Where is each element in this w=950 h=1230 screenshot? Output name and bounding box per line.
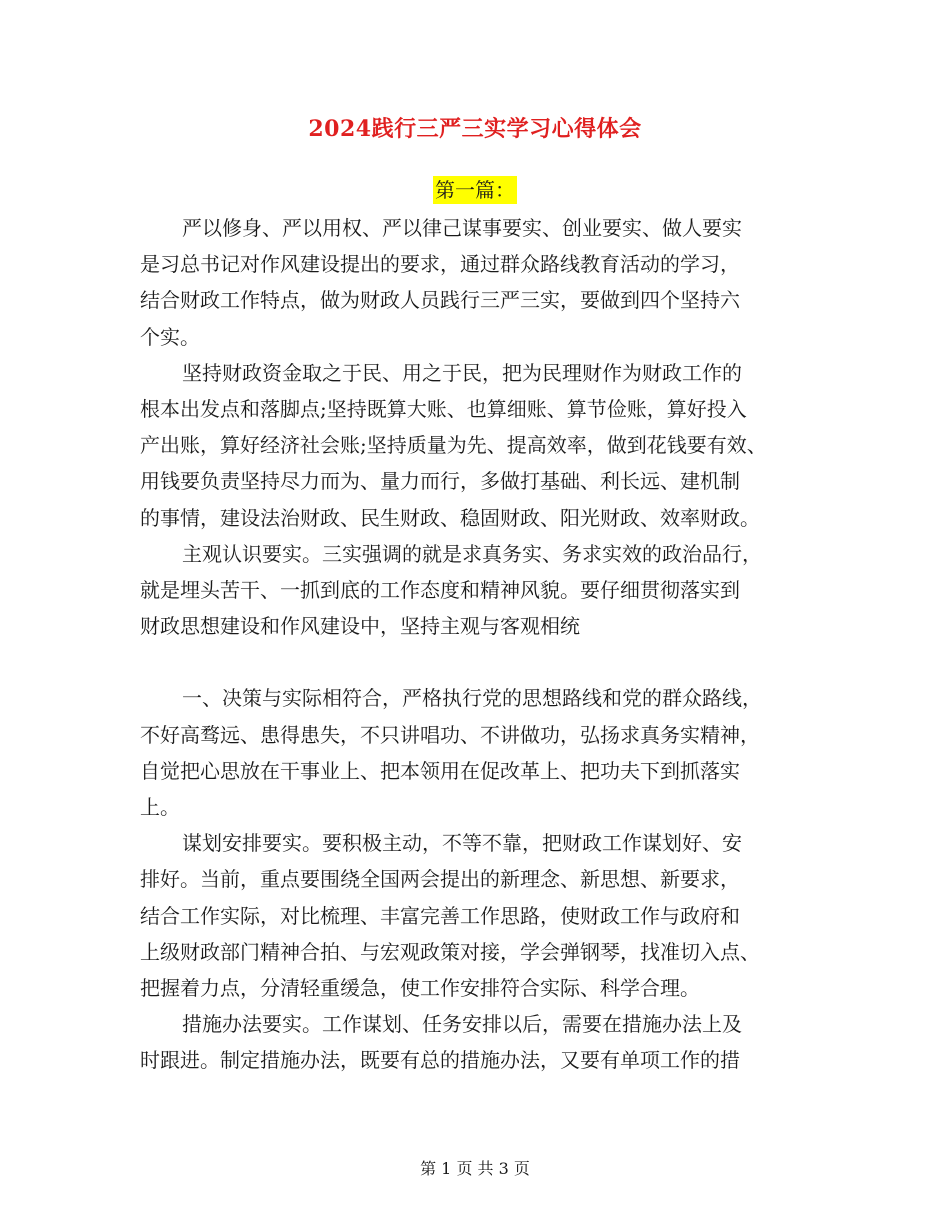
paragraph-line: 结合财政工作特点，做为财政人员践行三严三实，要做到四个坚持六: [140, 288, 740, 313]
paragraph-line: 主观认识要实。三实强调的就是求真务实、务求实效的政治品行，: [182, 541, 762, 566]
paragraph-gap: [140, 644, 820, 680]
paragraph-line: 的事情，建设法治财政、民生财政、稳固财政、阳光财政、效率财政。: [140, 505, 760, 530]
paragraph-line: 自觉把心思放在干事业上、把本领用在促改革上、把功夫下到抓落实: [140, 758, 740, 783]
paragraph-line: 严以修身、严以用权、严以律己谋事要实、创业要实、做人要实: [182, 216, 742, 240]
body-text: [140, 210, 820, 1079]
paragraph-line: 坚持财政资金取之于民、用之于民，把为民理财作为财政工作的: [182, 360, 742, 385]
section-label-row: [0, 176, 950, 204]
paragraph-line: 结合工作实际，对比梳理、丰富完善工作思路，使财政工作与政府和: [140, 903, 740, 928]
paragraph-line: 时跟进。制定措施办法，既要有总的措施办法，又要有单项工作的措: [140, 1048, 740, 1073]
paragraph-line: 排好。当前，重点要围绕全国两会提出的新理念、新思想、新要求，: [140, 867, 740, 892]
section-label: 第一篇：: [435, 178, 515, 202]
paragraph-line: 上。: [140, 795, 180, 819]
paragraph-line: 不好高骛远、患得患失，不只讲唱功、不讲做功，弘扬求真务实精神，: [140, 722, 760, 747]
paragraph-line: 是习总书记对作风建设提出的要求，通过群众路线教育活动的学习，: [140, 252, 740, 277]
paragraph-line: 上级财政部门精神合拍、与宏观政策对接，学会弹钢琴，找准切入点、: [140, 939, 760, 964]
document-title: 2024践行三严三实学习心得体会: [308, 116, 642, 142]
paragraph-line: 产出账，算好经济社会账;坚持质量为先、提高效率，做到花钱要有效、: [140, 433, 767, 458]
paragraph-line: 财政思想建设和作风建设中，坚持主观与客观相统: [140, 614, 580, 639]
paragraph-line: 用钱要负责坚持尽力而为、量力而行，多做打基础、利长远、建机制: [140, 469, 740, 494]
paragraph-line: 个实。: [140, 324, 200, 349]
paragraph-line: 就是埋头苦干、一抓到底的工作态度和精神风貌。要仔细贯彻落实到: [140, 577, 740, 602]
paragraph-line: 把握着力点，分清轻重缓急，使工作安排符合实际、科学合理。: [140, 975, 700, 1000]
page-footer: 第 1 页 共 3 页: [420, 1159, 530, 1178]
paragraph-line: 一、决策与实际相符合，严格执行党的思想路线和党的群众路线，: [182, 686, 762, 711]
paragraph-line: 根本出发点和落脚点;坚持既算大账、也算细账、算节俭账，算好投入: [140, 396, 747, 421]
paragraph-line: 措施办法要实。工作谋划、任务安排以后，需要在措施办法上及: [182, 1012, 742, 1037]
paragraph-line: 谋划安排要实。要积极主动，不等不靠，把财政工作谋划好、安: [182, 831, 742, 856]
